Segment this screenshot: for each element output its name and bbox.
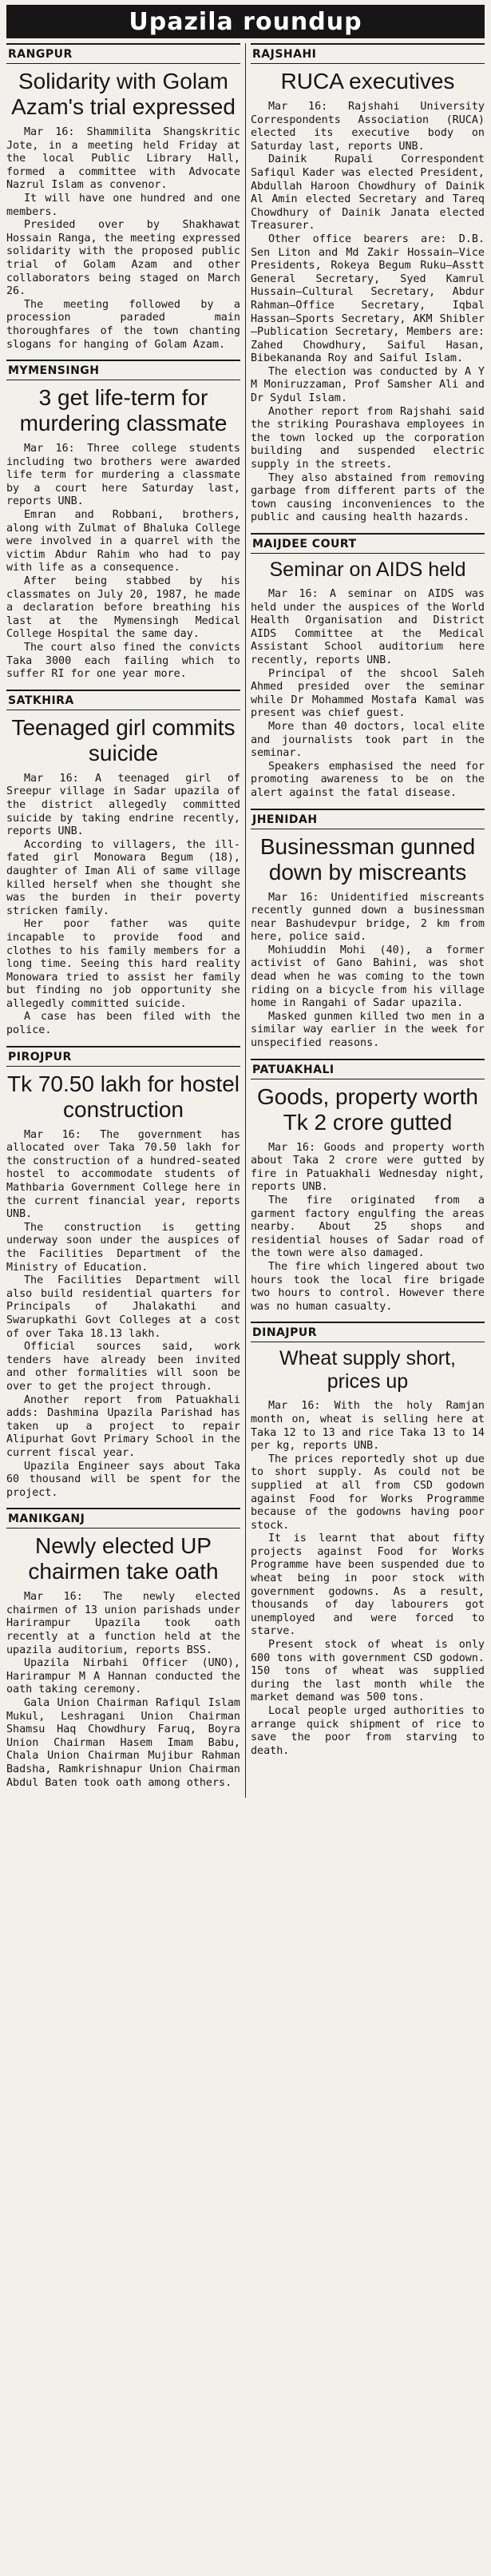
headline: Businessman gunned down by miscreants [259,833,476,885]
paragraph: Another report from Patuakhali adds: Dashmina Upazila Parishad has taken up a project to repair Alipurhat Govt Primary School in the current fiscal year. [6,1393,240,1459]
dateline-location: MYMENSINGH [6,360,240,380]
paragraph: Another report from Rajshahi said the striking Pourashava employees in the town locked up the corporation building and suspended electric supply in the streets. [251,405,485,471]
paragraph: More than 40 doctors, local elite and journalists took part in the seminar. [251,720,485,760]
paragraph: Mar 16: A teenaged girl of Sreepur village in Sadar upazila of the district allegedly committed suicide by taking endrine recently, reports UNB. [6,772,240,838]
story [251,809,485,1051]
dateline-location: RAJSHAHI [251,43,485,64]
right-column [251,43,485,1798]
story [6,1046,240,1501]
paragraph: After being stabbed by his classmates on July 20, 1987, he made a declaration before breathing his last at the Mymensingh Medical College Hospital the same day. [6,575,240,641]
paragraph: They also abstained from removing garbage from different parts of the town causing inconveniences to the public and causing health hazards. [251,471,485,524]
paragraph: Principal of the shcool Saleh Ahmed presided over the seminar while Dr Mohammed Mostafa Kamal was present was chief guest. [251,667,485,720]
paragraph: Dainik Rupali Correspondent Safiqul Kader was elected President, Abdullah Haroon Chowdhury of Dainik Al Amin elected Secretary and Tareq Chowdhury of Dainik Janata elected Treasurer. [251,153,485,233]
headline: Newly elected UP chairmen take oath [28,1533,219,1584]
paragraph: Mar 16: Three college students including two brothers were awarded life term for murdering a classmate by a court here Saturday last, reports UNB. [6,443,240,508]
columns [6,43,485,1798]
paragraph: Mar 16: Shammilita Shangskritic Jote, in a meeting held Friday at the local Public Library Hall, formed a committee with Advocate Nazrul Islam as convenor. [6,126,240,192]
paragraph: Upazila Nirbahi Officer (UNO), Harirampur M A Hannan conducted the oath taking ceremony. [6,1657,240,1696]
dateline-location: SATKHIRA [6,690,240,710]
paragraph: Mar 16: With the holy Ramjan month on, wheat is selling here at Taka 12 to 13 and rice Taka 13 to 14 per kg, reports UNB. [251,1400,485,1453]
section-banner: Upazila roundup [6,5,485,38]
paragraph: Emran and Robbani, brothers, along with Zulmat of Bhaluka College were involved in a quarrel with the victim Abdur Rahim who had to pay with life as a consequence. [6,509,240,574]
dateline-location: JHENIDAH [251,809,485,829]
paragraph: Mar 16: Rajshahi University Correspondents Association (RUCA) elected its executive body on Saturday last, reports UNB. [251,101,485,153]
paragraph: The election was conducted by A Y M Moniruzzaman, Prof Samsher Ali and Dr Sydul Islam. [251,365,485,405]
paragraph: Other office bearers are: D.B. Sen Liton and Md Zakir Hossain—Vice Presidents, Rokeya Begum Ruku—Asstt General Secretary, Syed Kamrul Hussain—Cultural Secretary, Abdur Rahman—Office Secretary, Iqbal Hassan—Sports Secretary, AKM Shibler—Publication Secretary, Members are: Zahed Chowdhury, Saiful Hasan, Bibekananda Roy and Saiful Islam. [251,233,485,365]
paragraph: According to villagers, the ill-fated girl Monowara Begum (18), daughter of Iman Ali of same village killed herself when she thought she was the burden in their poverty stricken family. [6,838,240,917]
story [6,1508,240,1790]
paragraph: The Facilities Department will also build residential quarters for Principals of Jhalakathi and Swarupkathi Govt Colleges at a cost of over Taka 18.13 lakh. [6,1274,240,1340]
paragraph: Mar 16: The government has allocated over Taka 70.50 lakh for the construction of a hundred-seated hostel to accommodate students of Mathbaria Government College here in the current financial year, reports UNB. [6,1128,240,1221]
dateline-location: DINAJPUR [251,1322,485,1342]
paragraph: Gala Union Chairman Rafiqul Islam Mukul, Leshragani Union Chairman Shamsu Haq Chowdhury Faruq, Boyra Union Chairman Hasem Imam Babu, Chala Union Chairman Mujibur Rahman Badsha, Ramkrishnapur Union Chairman Abdul Baten took oath among others. [6,1697,240,1789]
paragraph: Upazila Engineer says about Taka 60 thousand will be spent for the project. [6,1460,240,1499]
paragraph: A case has been filed with the police. [6,1011,240,1037]
paragraph: Present stock of wheat is only 600 tons with government CSD godown. 150 tons of wheat was supplied during the last month while the market demand was 500 tons. [251,1639,485,1704]
paragraph: Mar 16: Unidentified miscreants recently gunned down a businessman near Bashudevpur bridge, 2 km from here, police said. [251,891,485,944]
story [251,533,485,801]
story [251,43,485,525]
headline: Wheat supply short, prices up [279,1347,456,1393]
paragraph: The meeting followed by a procession paraded main thoroughfares of the town chanting slogans for hanging of Golam Azam. [6,298,240,351]
headline: 3 get life-term for murdering classmate [19,385,228,436]
paragraph: It will have one hundred and one members. [6,192,240,218]
paragraph: Local people urged authorities to arrange quick shipment of rice to save the poor from starving to death. [251,1705,485,1757]
paragraph: The construction is getting underway soon under the auspices of the Facilities Department of the Ministry of Education. [6,1221,240,1274]
paragraph: Speakers emphasised the need for promoting awareness to be on the alert against the fatal disease. [251,760,485,799]
headline: Goods, property worth Tk 2 crore gutted [256,1083,479,1135]
paragraph: The fire which lingered about two hours took the local fire brigade two hours to control. However there was no human casualty. [251,1260,485,1313]
paragraph: The fire originated from a garment factory engulfing the areas nearby. About 25 shops and residential houses of Sadar road of the town were also damaged. [251,1195,485,1260]
headline: Tk 70.50 lakh for hostel construction [6,1071,240,1122]
paragraph: The court also fined the convicts Taka 3000 each failing which to suffer RI for one year more. [6,642,240,681]
paragraph: Her poor father was quite incapable to provide food and clothes to his family members for a long time. Seeing this hard reality Monowara tried to assist her family but finding no job opportunity she allegedly committed suicide. [6,918,240,1010]
story [251,1322,485,1758]
left-column [6,43,240,1798]
headline: Seminar on AIDS held [269,559,466,581]
paragraph: Masked gunmen killed two men in a similar way earlier in the week for unspecified reasons. [251,1010,485,1050]
story [6,360,240,682]
paragraph: Official sources said, work tenders have already been invited and other formalities will soon be over to get the project through. [6,1341,240,1393]
headline: Solidarity with Golam Azam's trial expressed [11,69,236,119]
paragraph: Mar 16: A seminar on AIDS was held under the auspices of the World Health Organisation and District AIDS Committee at the Medical Assistant School auditorium here recently, reports UNB. [251,588,485,666]
paragraph: Mar 16: The newly elected chairmen of 13 union parishads under Harirampur Upazila took oath recently at a function held at the upazila auditorium, reports BSS. [6,1591,240,1656]
dateline-location: RANGPUR [6,43,240,64]
dateline-location: PATUAKHALI [251,1059,485,1079]
paragraph: Mar 16: Goods and property worth about Taka 2 crore were gutted by fire in Patuakhali Wednesday night, reports UNB. [251,1141,485,1194]
column-divider [245,43,246,1798]
dateline-location: MAIJDEE COURT [251,533,485,554]
headline: RUCA executives [280,69,455,93]
story [6,690,240,1038]
paragraph: Mohiuddin Mohi (40), a former activist of Gano Bahini, was shot dead when he was coming to the town riding on a bicycle from his village home in Rangahi of Sadar upazila. [251,944,485,1010]
paragraph: Presided over by Shakhawat Hossain Ranga, the meeting expressed solidarity with the proposed public trial of Golam Azam and other collaborators being staged on March 26. [6,219,240,298]
paragraph: It is learnt that about fifty projects against Food for Works Programme have been suspended due to wheat being in poor stock with government godowns. As a result, thousands of day labourers got unemployed and were forced to starve. [251,1532,485,1638]
paragraph: The prices reportedly shot up due to short supply. As could not be supplied at all from CSD godown against Food for Works Programme because of the godowns having poor stock. [251,1453,485,1532]
dateline-location: MANIKGANJ [6,1508,240,1529]
story [251,1059,485,1314]
dateline-location: PIROJPUR [6,1046,240,1067]
headline: Teenaged girl commits suicide [11,714,236,765]
story [6,43,240,352]
